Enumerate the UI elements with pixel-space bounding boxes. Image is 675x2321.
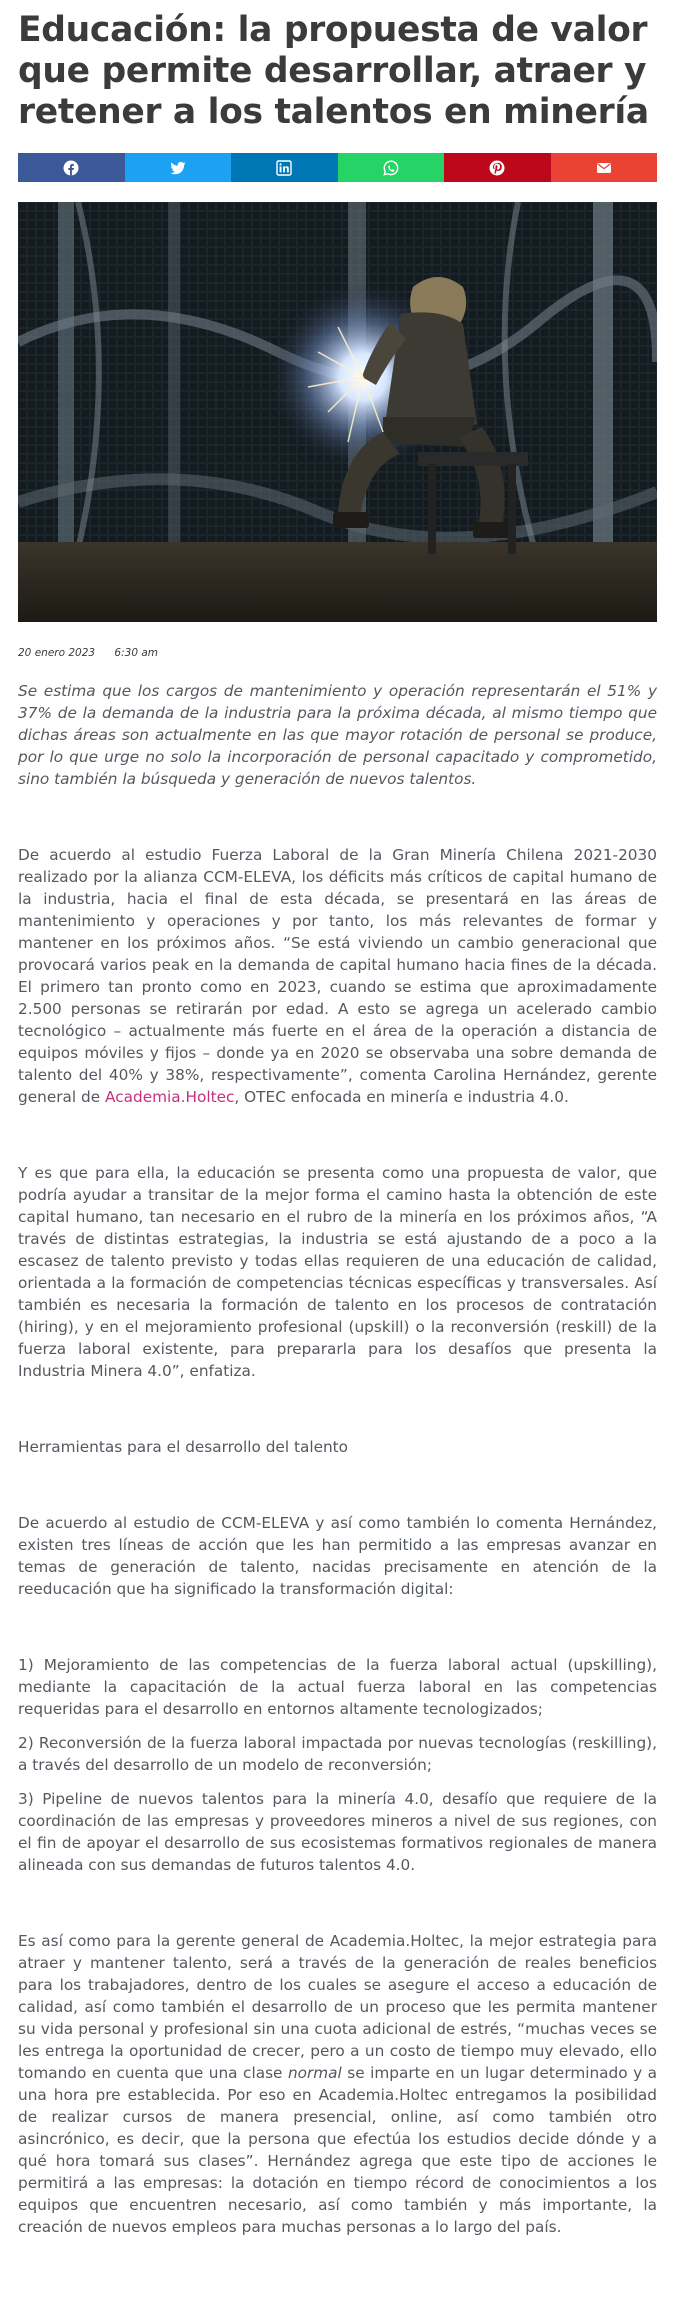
article-title: Educación: la propuesta de valor que permite desarrollar, atraer y retener a los talentos en minería (18, 10, 649, 132)
paragraph-4-emphasis: normal (287, 2064, 342, 2082)
pinterest-icon (489, 160, 505, 176)
article-page (0, 10, 675, 2238)
whatsapp-icon (383, 160, 399, 176)
share-button-facebook[interactable] (18, 153, 125, 182)
share-button-whatsapp[interactable] (338, 153, 445, 182)
share-button-twitter[interactable] (125, 153, 232, 182)
hero-image-welder (18, 202, 657, 622)
paragraph-2: Y es que para ella, la educación se presenta como una propuesta de valor, que podría ayudar a transitar de la mejor forma el camino hasta la obtención de este capital humano, tan necesario en el rubro de la minería en los próximos años, “A través de distintas estrategias, la industria se está ajustando de a poco a la escasez de talento previsto y todas ellas requieren de una educación de calidad, orientada a la formación de competencias técnicas específicas y transversales. Así también es necesaria la formación de talento en los procesos de contratación (hiring), y en el mejoramiento profesional (upskill) o la reconversión (reskill) de la fuerza laboral existente, para prepararla para los desafíos que presenta la Industria Minera 4.0”, enfatiza. (18, 1164, 657, 1380)
academia-holtec-link[interactable]: Academia.Holtec (105, 1088, 235, 1106)
paragraph-1-tail: , OTEC enfocada en minería e industria 4.0. (234, 1088, 569, 1106)
facebook-icon (63, 160, 79, 176)
share-button-email[interactable] (551, 153, 658, 182)
share-button-pinterest[interactable] (444, 153, 551, 182)
paragraph-4 (18, 1930, 657, 2238)
list-item-1: 1) Mejoramiento de las competencias de la fuerza laboral actual (upskilling), mediante la capacitación de la actual fuerza laboral en las competencias requeridas para el desarrollo en entornos altamente tecnologizados; (18, 1656, 657, 1718)
article-date: 20 enero 2023 (18, 647, 96, 659)
article-lead: Se estima que los cargos de mantenimiento y operación representarán el 51% y 37% de la demanda de la industria para la próxima década, al mismo tiempo que dichas áreas son actualmente en las que mayor rotación de personal se produce, por lo que urge no solo la incorporación de personal capacitado y comprometido, sino también la búsqueda y generación de nuevos talentos. (18, 682, 657, 788)
twitter-icon (170, 160, 186, 176)
share-button-linkedin[interactable] (231, 153, 338, 182)
email-icon (596, 160, 612, 176)
list-item-3: 3) Pipeline de nuevos talentos para la minería 4.0, desafío que requiere de la coordinación de las empresas y proveedores mineros a nivel de sus regiones, con el fin de apoyar el desarrollo de sus ecosistemas formativos regionales de manera alineada con sus demandas de futuros talentos 4.0. (18, 1790, 657, 1874)
article-meta (18, 646, 657, 660)
section-heading: Herramientas para el desarrollo del talento (18, 1438, 349, 1456)
share-bar (18, 153, 657, 182)
paragraph-1 (18, 844, 657, 1108)
linkedin-icon (276, 160, 292, 176)
paragraph-4-tail: se imparte en un lugar determinado y a una hora pre establecida. Por eso en Academia.Holtec entregamos la posibilidad de realizar cursos de manera presencial, online, así como también otro asincrónico, es decir, que la persona que efectúa los estudios decide dónde y a qué hora tomará sus clases”. Hernández agrega que este tipo de acciones le permitirá a las empresas: la dotación en tiempo récord de conocimientos a los equipos que encuentren necesario, así como también y más importante, la creación de nuevos empleos para muchas personas a lo largo del país. (18, 2064, 657, 2236)
list-item-2: 2) Reconversión de la fuerza laboral impactada por nuevas tecnologías (reskilling), a través del desarrollo de un modelo de reconversión; (18, 1734, 657, 1774)
paragraph-4-text: Es así como para la gerente general de Academia.Holtec, la mejor estrategia para atraer y mantener talento, será a través de la generación de reales beneficios para los trabajadores, dentro de los cuales se asegure el acceso a educación de calidad, así como también el desarrollo de un proceso que les permita mantener su vida personal y profesional sin una cuota adicional de estrés, “muchas veces se les entrega la oportunidad de crecer, pero a un costo de tiempo muy elevado, ello tomando en cuenta que una clase (18, 1932, 657, 2082)
welder-illustration (18, 202, 657, 622)
paragraph-3: De acuerdo al estudio de CCM-ELEVA y así como también lo comenta Hernández, existen tres líneas de acción que les han permitido a las empresas avanzar en temas de generación de talento, nacidas precisamente en atención de la reeducación que ha significado la transformación digital: (18, 1514, 657, 1598)
article-time: 6:30 am (114, 647, 159, 659)
paragraph-1-text: De acuerdo al estudio Fuerza Laboral de la Gran Minería Chilena 2021-2030 realizado por la alianza CCM-ELEVA, los déficits más críticos de capital humano de la industria, hacia el final de esta década, se presentará en las áreas de mantenimiento y operaciones y por tanto, los más relevantes de formar y mantener en los próximos años. “Se está viviendo un cambio generacional que provocará varios peak en la demanda de capital humano hacia fines de la década. El primero tan pronto como en 2023, cuando se estima que aproximadamente 2.500 personas se retirarán por edad. A esto se agrega un acelerado cambio tecnológico – actualmente más fuerte en el área de la operación a distancia de equipos móviles y fijos – donde ya en 2020 se observaba una sobre demanda de talento del 40% y 38%, respectivamente”, comenta Carolina Hernández, gerente general de (18, 846, 657, 1106)
